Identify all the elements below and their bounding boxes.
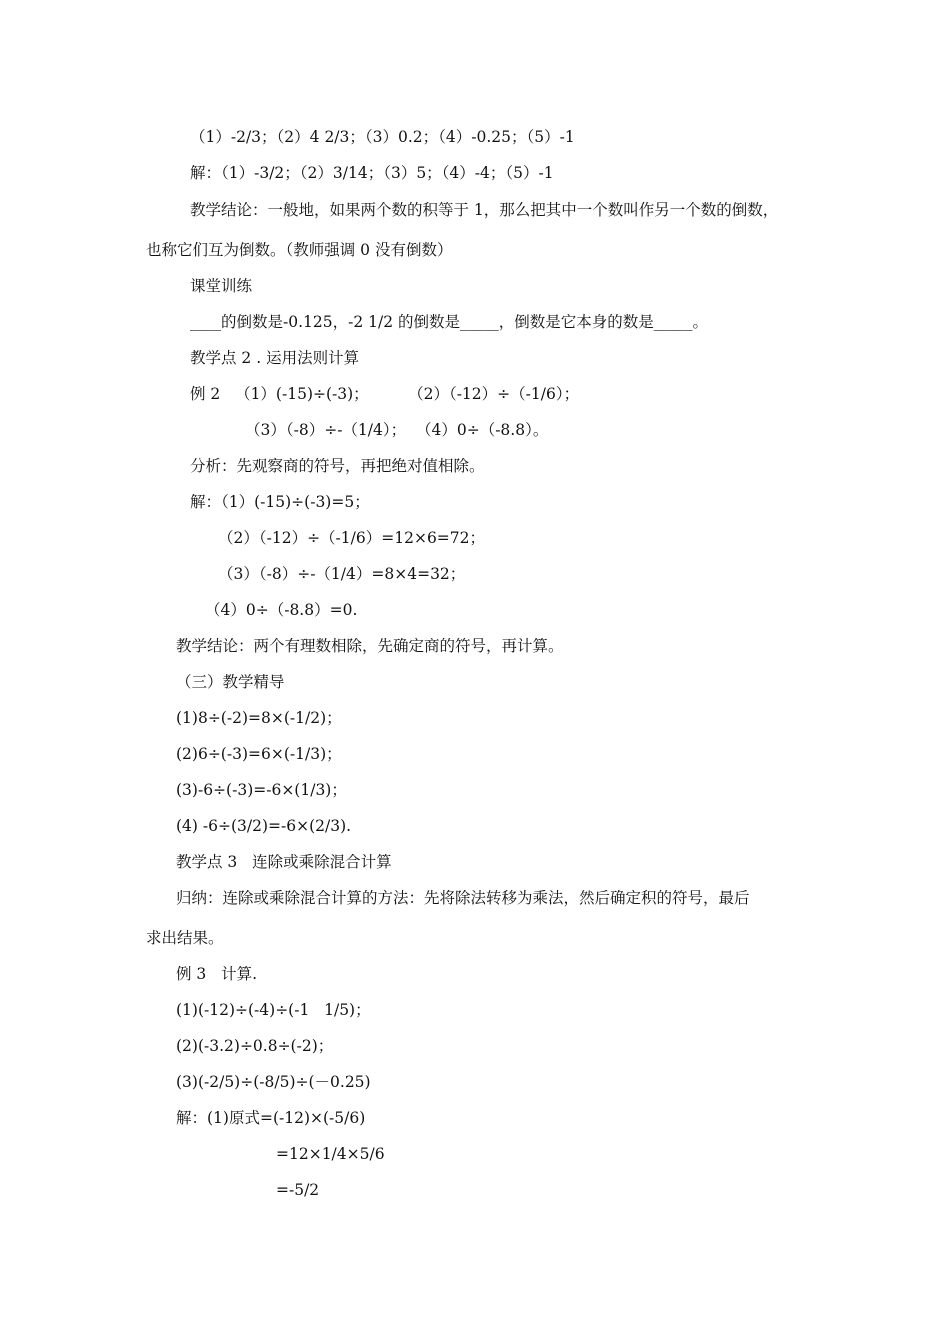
conclusion-line: 教学结论：两个有理数相除，先确定商的符号，再计算。 [176, 637, 564, 655]
solution-line: 解：（1）(-15)÷(-3)=5； [190, 493, 370, 511]
teaching-point-heading: 教学点 3 连除或乘除混合计算 [176, 853, 392, 871]
formula-line: (3)-6÷(-3)=-6×(1/3)； [176, 781, 347, 799]
section-heading: （三）教学精导 [176, 673, 285, 691]
solution-step: =12×1/4×5/6 [276, 1145, 385, 1163]
practice-line: ____的倒数是-0.125，-2 1/2 的倒数是_____，倒数是它本身的数是_____。 [190, 313, 709, 331]
solution-line: （4）0÷（-8.8）=0. [205, 601, 358, 619]
example-line: （3）（-8）÷-（1/4）； （4）0÷（-8.8）。 [245, 421, 549, 439]
summary-continuation: 求出结果。 [146, 929, 224, 947]
example-heading: 例 3 计算. [176, 965, 257, 983]
exercise-line: （1）-2/3；（2）4 2/3；（3）0.2；（4）-0.25；（5）-1 [190, 128, 575, 146]
formula-line: (4) -6÷(3/2)=-6×(2/3). [176, 817, 352, 835]
solution-line: （2）（-12）÷（-1/6）=12×6=72； [218, 529, 486, 547]
solution-line: 解：(1)原式=(-12)×(-5/6) [176, 1109, 366, 1127]
solution-step: =-5/2 [276, 1181, 320, 1199]
analysis-line: 分析：先观察商的符号，再把绝对值相除。 [190, 457, 485, 475]
conclusion-line: 教学结论：一般地，如果两个数的积等于 1，那么把其中一个数叫作另一个数的倒数， [190, 201, 779, 219]
example-line: (3)(-2/5)÷(-8/5)÷(－0.25) [176, 1073, 371, 1091]
summary-line: 归纳：连除或乘除混合计算的方法：先将除法转移为乘法，然后确定积的符号，最后 [176, 889, 750, 907]
example-line: (2)(-3.2)÷0.8÷(-2)； [176, 1037, 334, 1055]
example-line: (1)(-12)÷(-4)÷(-1 1/5)； [176, 1001, 371, 1019]
example-line: 例 2 （1）(-15)÷(-3)； （2）（-12）÷（-1/6）； [190, 385, 580, 403]
solution-line: 解：（1）-3/2；（2）3/14；（3）5；（4）-4；（5）-1 [190, 164, 554, 182]
section-heading: 课堂训练 [190, 277, 253, 295]
formula-line: (1)8÷(-2)=8×(-1/2)； [176, 709, 342, 727]
formula-line: (2)6÷(-3)=6×(-1/3)； [176, 745, 342, 763]
conclusion-continuation: 也称它们互为倒数。（教师强调 0 没有倒数） [146, 241, 453, 259]
solution-line: （3）（-8）÷-（1/4）=8×4=32； [218, 565, 466, 583]
teaching-point-heading: 教学点 2 . 运用法则计算 [190, 349, 360, 367]
